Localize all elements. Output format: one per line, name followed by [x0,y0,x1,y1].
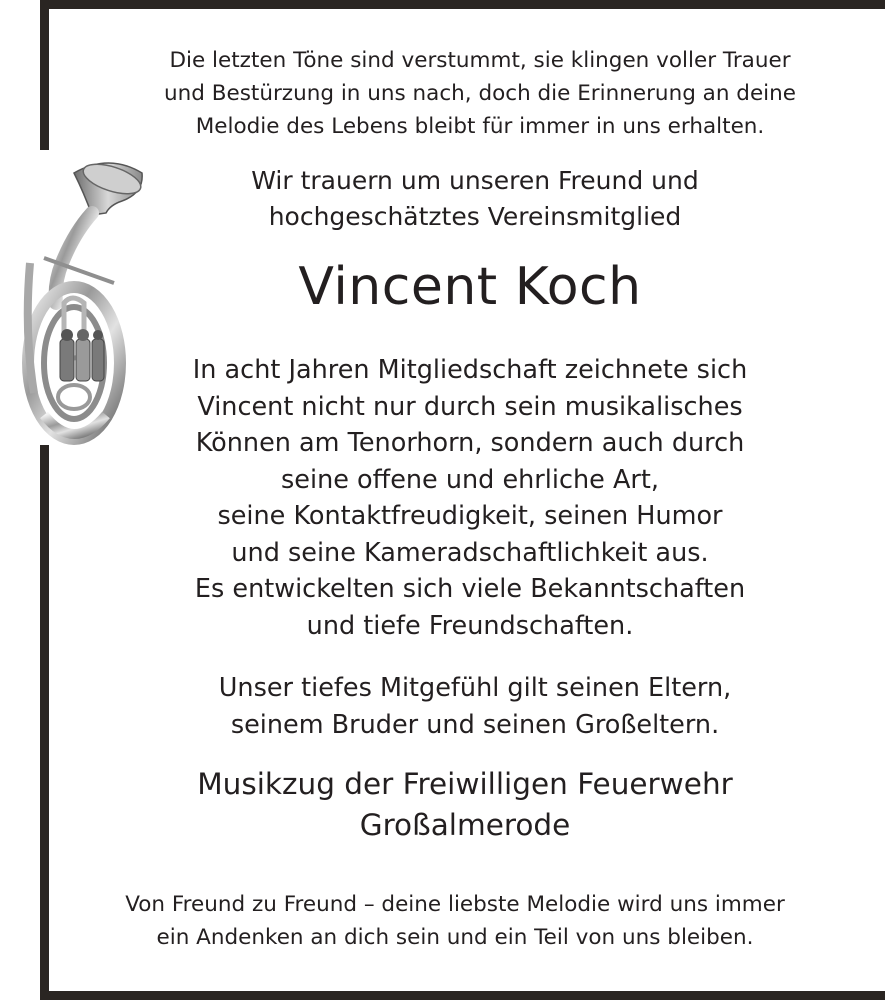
tribute-line: und seine Kameradschaftlichkeit aus. [231,537,709,568]
tribute-line: seine offene und ehrliche Art, [281,464,659,495]
mourning-statement [180,163,770,235]
border-bottom [40,991,885,1000]
sympathy-line: Unser tiefes Mitgefühl gilt seinen Eltern, [218,673,732,703]
deceased-name-text: Vincent Koch [298,257,642,317]
tribute-line: In acht Jahren Mitgliedschaft zeichnete sich [192,355,748,385]
tribute-line: seine Kontaktfreudigkeit, seinen Humor [217,501,723,531]
intro-line: Die letzten Töne sind verstummt, sie klingen voller Trauer [169,48,791,73]
closing-line: Von Freund zu Freund – deine liebste Melodie wird uns immer [125,892,785,917]
tribute-line: Es entwickelten sich viele Bekanntschaften [194,574,746,604]
tribute-text [110,352,830,644]
sympathy-line: seinem Bruder und seinen Großeltern. [230,709,720,740]
sympathy-text [140,670,810,743]
organization-line: Großalmerode [359,808,571,842]
organization-line: Musikzug der Freiwilligen Feuerwehr [197,767,733,801]
deceased-name [200,254,740,320]
closing-line: ein Andenken an dich sein und ein Teil von uns bleiben. [156,925,754,950]
intro-verse [100,44,860,143]
mourning-line: Wir trauern um unseren Freund und [251,166,699,195]
intro-line: und Bestürzung in uns nach, doch die Erinnerung an deine [163,81,797,106]
mourning-line: hochgeschätztes Vereinsmitglied [268,202,682,231]
intro-line: Melodie des Lebens bleibt für immer in uns erhalten. [195,114,765,139]
tribute-line: Können am Tenorhorn, sondern auch durch [195,428,745,458]
border-top [40,0,885,9]
tribute-line: und tiefe Freundschaften. [306,610,634,641]
organization-signature [100,764,830,846]
tribute-line: Vincent nicht nur durch sein musikalisches [197,391,743,422]
closing-verse [60,888,850,954]
